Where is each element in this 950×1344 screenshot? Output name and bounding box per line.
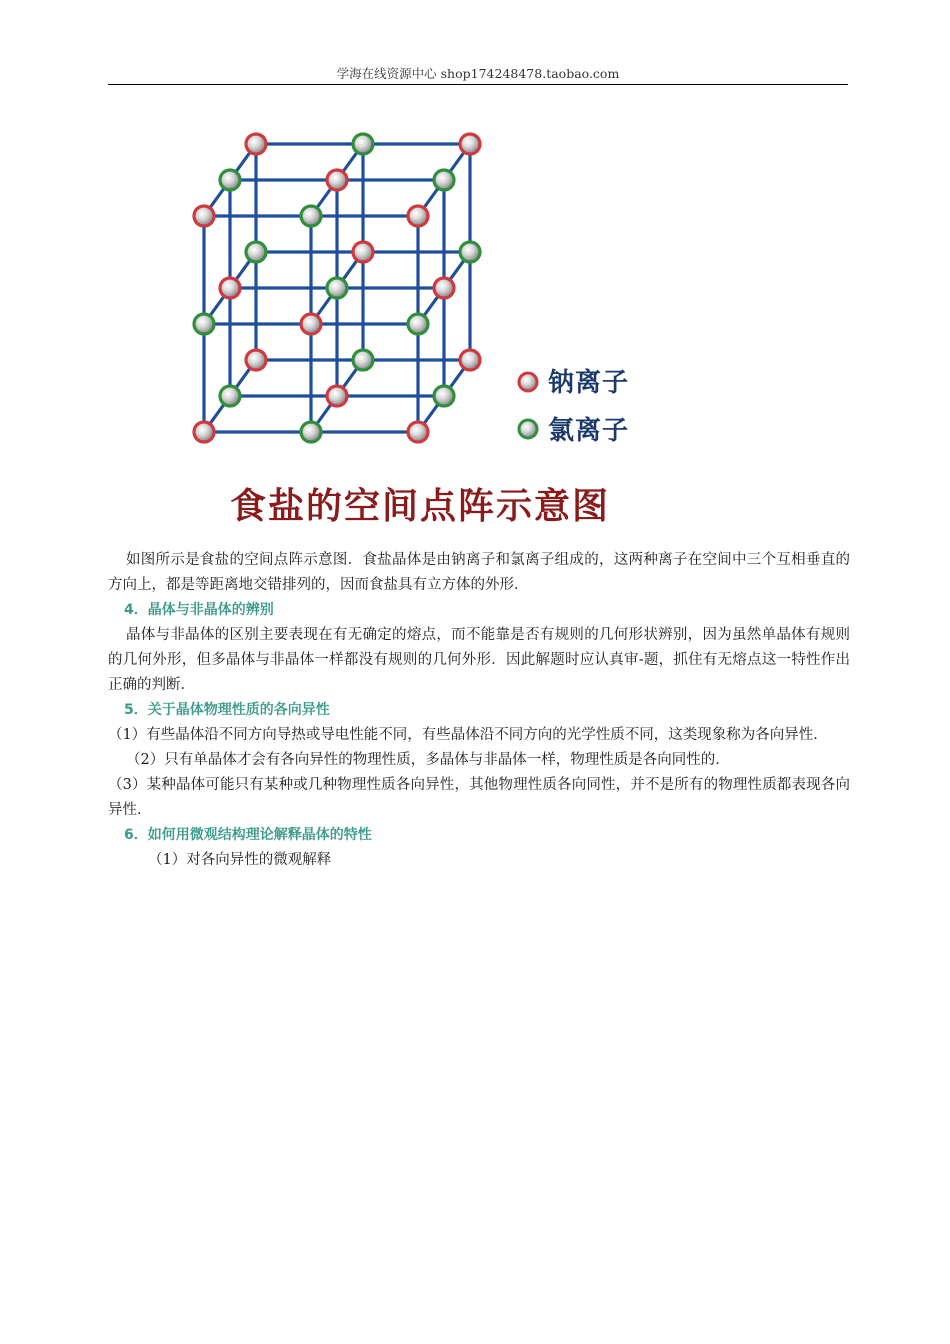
lattice-diagram <box>170 120 670 460</box>
heading-4: 4．晶体与非晶体的辨别 <box>124 602 274 618</box>
legend-chloride-label: 氯离子 <box>548 416 630 446</box>
chloride-ion <box>434 386 454 406</box>
sodium-ion <box>246 134 266 154</box>
chloride-ion <box>408 314 428 334</box>
sodium-ion <box>194 422 214 442</box>
chloride-ion <box>434 170 454 190</box>
legend-chloride-marker <box>519 420 537 438</box>
sodium-ion <box>194 206 214 226</box>
sodium-ion <box>246 350 266 370</box>
paragraph-2: 晶体与非晶体的区别主要表现在有无确定的熔点，而不能靠是否有规则的几何形状辨别，因为虽然单晶体有规则的几何外形，但多晶体与非晶体一样都没有规则的几何外形．因此解题时应认真审-题，抓住有无熔点这一特性作出正确的判断． <box>108 627 850 693</box>
paragraph-1: 如图所示是食盐的空间点阵示意图．食盐晶体是由钠离子和氯离子组成的，这两种离子在空间中三个互相垂直的方向上，都是等距离地交错排列的，因而食盐具有立方体的外形． <box>108 552 850 593</box>
chloride-ion <box>220 170 240 190</box>
figure-title: 食盐的空间点阵示意图 <box>229 485 610 527</box>
sodium-ion <box>353 242 373 262</box>
page-header: 学海在线资源中心 shop174248478.taobao.com <box>108 64 848 85</box>
chloride-ion <box>460 242 480 262</box>
chloride-ion <box>301 206 321 226</box>
chloride-ion <box>220 386 240 406</box>
sodium-ion <box>327 386 347 406</box>
paragraph-3: （1）有些晶体沿不同方向导热或导电性能不同，有些晶体沿不同方向的光学性质不同，这类现象称为各向异性． <box>108 727 828 743</box>
sodium-ion <box>434 278 454 298</box>
chloride-ion <box>327 278 347 298</box>
sodium-ion <box>460 350 480 370</box>
chloride-ion <box>353 350 373 370</box>
sodium-ion <box>327 170 347 190</box>
chloride-ion <box>353 134 373 154</box>
heading-6: 6．如何用微观结构理论解释晶体的特性 <box>124 827 372 843</box>
chloride-ion <box>246 242 266 262</box>
sodium-ion <box>220 278 240 298</box>
legend-sodium-marker <box>519 373 537 391</box>
paragraph-5: （3）某种晶体可能只有某种或几种物理性质各向异性，其他物理性质各向同性，并不是所有的物理性质都表现各向异性． <box>108 777 850 818</box>
document-body <box>108 548 850 873</box>
chloride-ion <box>301 422 321 442</box>
paragraph-6: （1）对各向异性的微观解释 <box>148 852 332 868</box>
paragraph-4: （2）只有单晶体才会有各向异性的物理性质，多晶体与非晶体一样，物理性质是各向同性的． <box>126 752 730 768</box>
sodium-ion <box>408 206 428 226</box>
sodium-ion <box>301 314 321 334</box>
nacl-lattice-figure <box>170 120 670 540</box>
legend-sodium-label: 钠离子 <box>548 368 630 398</box>
heading-5: 5．关于晶体物理性质的各向异性 <box>124 702 330 718</box>
chloride-ion <box>194 314 214 334</box>
sodium-ion <box>460 134 480 154</box>
sodium-ion <box>408 422 428 442</box>
